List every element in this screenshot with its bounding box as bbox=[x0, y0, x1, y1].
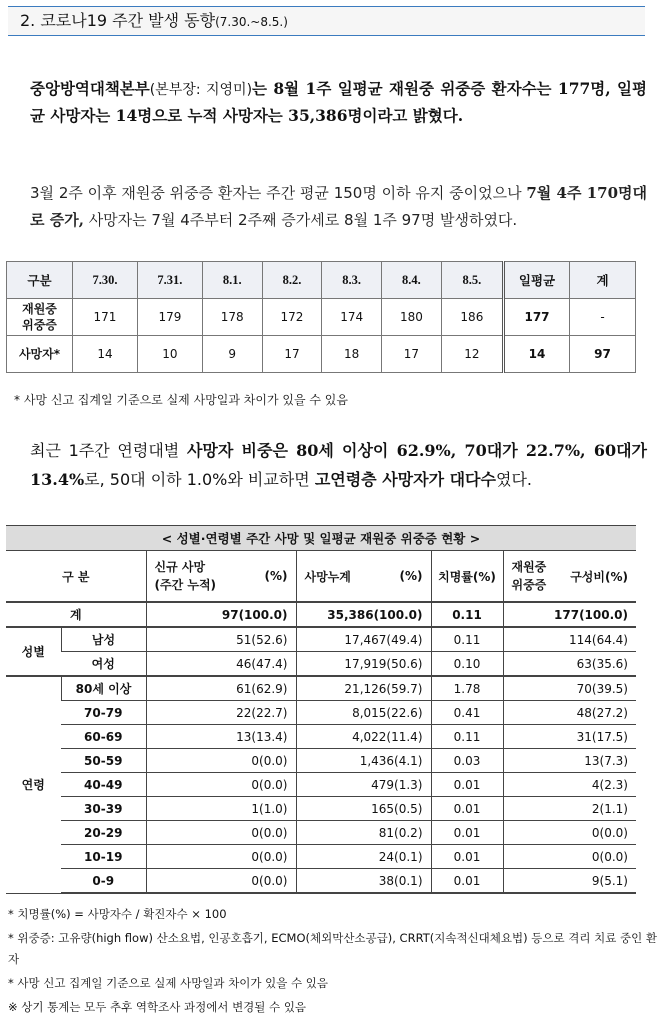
table-row bbox=[6, 869, 636, 894]
table-row bbox=[6, 773, 636, 797]
cell: 13(13.4) bbox=[146, 725, 296, 749]
table-row bbox=[7, 336, 636, 373]
col-header: 8.5. bbox=[441, 262, 503, 299]
cell: 38(0.1) bbox=[296, 869, 431, 894]
age-text-e: 였다. bbox=[495, 470, 532, 489]
cell: 0(0.0) bbox=[503, 821, 636, 845]
cell: 0.01 bbox=[431, 821, 503, 845]
table-row bbox=[6, 845, 636, 869]
cell: 114(64.4) bbox=[503, 627, 636, 652]
paragraph-age bbox=[6, 436, 647, 494]
row-label: 여성 bbox=[61, 652, 146, 677]
table-row bbox=[7, 299, 636, 336]
table-footnote: * 사망 신고 집계일 기준으로 실제 사망일과 차이가 있을 수 있음 bbox=[14, 393, 348, 407]
cell: 8,015(22.6) bbox=[296, 701, 431, 725]
cell: 17,467(49.4) bbox=[296, 627, 431, 652]
paragraph-trend bbox=[6, 180, 647, 234]
col-header: 일평균 bbox=[504, 262, 570, 299]
daily-table-header bbox=[7, 262, 636, 299]
table-row bbox=[6, 652, 636, 677]
col-header-severe-sub: 위중증 bbox=[511, 578, 547, 592]
row-label: 40-49 bbox=[61, 773, 146, 797]
total-row bbox=[6, 602, 636, 627]
table-row bbox=[6, 821, 636, 845]
cell: 9(5.1) bbox=[503, 869, 636, 894]
col-header: 계 bbox=[570, 262, 636, 299]
row-label: 계 bbox=[6, 602, 146, 627]
row-label: 재원중 위중증 bbox=[7, 299, 73, 336]
group-label: 성별 bbox=[6, 627, 61, 676]
cell: 97(100.0) bbox=[146, 602, 296, 627]
col-header: 8.3. bbox=[322, 262, 382, 299]
row-label: 남성 bbox=[61, 627, 146, 652]
cell: 1(1.0) bbox=[146, 797, 296, 821]
col-header-pct: (%) bbox=[264, 569, 288, 583]
table-header-row bbox=[6, 551, 636, 603]
cell: 179 bbox=[137, 299, 202, 336]
col-header bbox=[146, 551, 296, 603]
footnote: * 치명률(%) = 사망자수 / 확진자수 × 100 bbox=[8, 907, 227, 921]
col-header: 7.30. bbox=[73, 262, 138, 299]
footnote: * 위중증: 고유량(high flow) 산소요법, 인공호흡기, ECMO(체외막산소공급), CRRT(지속적신대체요법) 등으로 격리 치료 중인 환자 bbox=[8, 931, 657, 966]
cell: 0(0.0) bbox=[146, 821, 296, 845]
row-label: 사망자* bbox=[7, 336, 73, 373]
age-text-d: 고연령층 사망자가 대다수 bbox=[314, 470, 496, 489]
col-header-new-sub: (주간 누적) bbox=[154, 578, 217, 592]
cell: 0.01 bbox=[431, 845, 503, 869]
col-header-new: 신규 사망 bbox=[154, 560, 206, 574]
cell: 479(1.3) bbox=[296, 773, 431, 797]
cell: 10 bbox=[137, 336, 202, 373]
cell: 35,386(100.0) bbox=[296, 602, 431, 627]
cell: 186 bbox=[441, 299, 503, 336]
row-label: 10-19 bbox=[61, 845, 146, 869]
col-header: 7.31. bbox=[137, 262, 202, 299]
cell: 17 bbox=[262, 336, 322, 373]
age-sex-table bbox=[6, 525, 636, 894]
cell: 174 bbox=[322, 299, 382, 336]
section-title: 2. 코로나19 주간 발생 동향 bbox=[20, 11, 216, 30]
cell: 0(0.0) bbox=[146, 773, 296, 797]
trend-text-a: 3월 2주 이후 재원중 위중증 환자는 주간 평균 150명 이하 유지 중이었으나 bbox=[30, 184, 527, 202]
total-cell: - bbox=[570, 299, 636, 336]
age-text-a: 최근 1주간 연령대별 bbox=[30, 441, 187, 460]
table-row bbox=[6, 701, 636, 725]
age-text-b: 사망자 비중은 80세 이상이 62.9%, 70대가 22.7%, 60대가 13.4% bbox=[30, 441, 647, 489]
cell: 17,919(50.6) bbox=[296, 652, 431, 677]
row-label: 20-29 bbox=[61, 821, 146, 845]
cell: 0(0.0) bbox=[146, 869, 296, 894]
cell: 172 bbox=[262, 299, 322, 336]
cell: 0(0.0) bbox=[146, 749, 296, 773]
col-header-ratio: 구성비(%) bbox=[570, 569, 628, 584]
table-row bbox=[6, 749, 636, 773]
footnotes bbox=[8, 904, 659, 1021]
cell: 51(52.6) bbox=[146, 627, 296, 652]
cell: 63(35.6) bbox=[503, 652, 636, 677]
cell: 12 bbox=[441, 336, 503, 373]
cell: 24(0.1) bbox=[296, 845, 431, 869]
cell: 4,022(11.4) bbox=[296, 725, 431, 749]
cell: 0.11 bbox=[431, 602, 503, 627]
section-header bbox=[8, 6, 645, 36]
age-text-c: 로, 50대 이하 1.0%와 비교하면 bbox=[84, 470, 315, 489]
cell: 18 bbox=[322, 336, 382, 373]
cell: 0(0.0) bbox=[146, 845, 296, 869]
col-header: 구 분 bbox=[6, 551, 146, 603]
col-header: 8.2. bbox=[262, 262, 322, 299]
cell: 81(0.2) bbox=[296, 821, 431, 845]
cell: 1,436(4.1) bbox=[296, 749, 431, 773]
cell: 0.41 bbox=[431, 701, 503, 725]
avg-cell: 14 bbox=[504, 336, 570, 373]
col-header: 8.4. bbox=[382, 262, 442, 299]
cell: 0.10 bbox=[431, 652, 503, 677]
cell: 31(17.5) bbox=[503, 725, 636, 749]
row-label: 30-39 bbox=[61, 797, 146, 821]
col-header: 8.1. bbox=[202, 262, 262, 299]
row-label: 60-69 bbox=[61, 725, 146, 749]
cell: 2(1.1) bbox=[503, 797, 636, 821]
cell: 46(47.4) bbox=[146, 652, 296, 677]
trend-text-c: 사망자는 7월 4주부터 2주째 증가세로 8월 1주 97명 발생하였다. bbox=[83, 211, 518, 229]
table-caption-row bbox=[6, 526, 636, 551]
org-name: 중앙방역대책본부 bbox=[30, 79, 150, 98]
cell: 22(22.7) bbox=[146, 701, 296, 725]
section-date: (7.30.~8.5.) bbox=[215, 15, 288, 29]
cell: 14 bbox=[73, 336, 138, 373]
table-caption: < 성별·연령별 주간 사망 및 일평균 재원중 위중증 현황 > bbox=[6, 526, 636, 551]
table-row bbox=[6, 627, 636, 652]
cell: 9 bbox=[202, 336, 262, 373]
cell: 1.78 bbox=[431, 676, 503, 701]
cell: 180 bbox=[382, 299, 442, 336]
cell: 21,126(59.7) bbox=[296, 676, 431, 701]
cell: 0.01 bbox=[431, 869, 503, 894]
cell: 48(27.2) bbox=[503, 701, 636, 725]
col-header-severe: 재원중 bbox=[511, 560, 547, 574]
cell: 70(39.5) bbox=[503, 676, 636, 701]
paragraph-summary bbox=[6, 76, 647, 129]
summary-text: 는 8월 1주 일평균 재원중 위중증 환자수는 177명, 일평균 사망자는 14명으로 누적 사망자는 35,386명이라고 밝혔다. bbox=[30, 79, 647, 125]
col-header-cum-pct: (%) bbox=[399, 569, 423, 583]
org-head: (본부장: 지영미) bbox=[149, 82, 253, 98]
cell: 165(0.5) bbox=[296, 797, 431, 821]
cell: 177(100.0) bbox=[503, 602, 636, 627]
cell: 0.11 bbox=[431, 725, 503, 749]
col-header bbox=[503, 551, 636, 603]
cell: 0(0.0) bbox=[503, 845, 636, 869]
col-header-cfr: 치명률(%) bbox=[431, 551, 503, 603]
row-label: 80세 이상 bbox=[61, 676, 146, 701]
row-label: 0-9 bbox=[61, 869, 146, 894]
footnote: * 사망 신고 집계일 기준으로 실제 사망일과 차이가 있을 수 있음 bbox=[8, 976, 329, 990]
col-header bbox=[296, 551, 431, 603]
cell: 13(7.3) bbox=[503, 749, 636, 773]
cell: 17 bbox=[382, 336, 442, 373]
cell: 0.01 bbox=[431, 797, 503, 821]
col-header: 구분 bbox=[7, 262, 73, 299]
cell: 0.11 bbox=[431, 627, 503, 652]
trend-text-b: 7월 4주 170명대로 증가, bbox=[30, 184, 647, 229]
daily-table bbox=[6, 261, 636, 373]
cell: 0.01 bbox=[431, 773, 503, 797]
cell: 178 bbox=[202, 299, 262, 336]
col-header-cum: 사망누계 bbox=[304, 569, 351, 584]
table-row bbox=[6, 725, 636, 749]
cell: 61(62.9) bbox=[146, 676, 296, 701]
cell: 171 bbox=[73, 299, 138, 336]
cell: 0.03 bbox=[431, 749, 503, 773]
row-label: 70-79 bbox=[61, 701, 146, 725]
total-cell: 97 bbox=[570, 336, 636, 373]
row-label: 50-59 bbox=[61, 749, 146, 773]
group-label: 연령 bbox=[6, 676, 61, 893]
footnote: ※ 상기 통계는 모두 추후 역학조사 과정에서 변경될 수 있음 bbox=[8, 1000, 307, 1014]
avg-cell: 177 bbox=[504, 299, 570, 336]
table-row bbox=[6, 797, 636, 821]
table-row bbox=[6, 676, 636, 701]
cell: 4(2.3) bbox=[503, 773, 636, 797]
